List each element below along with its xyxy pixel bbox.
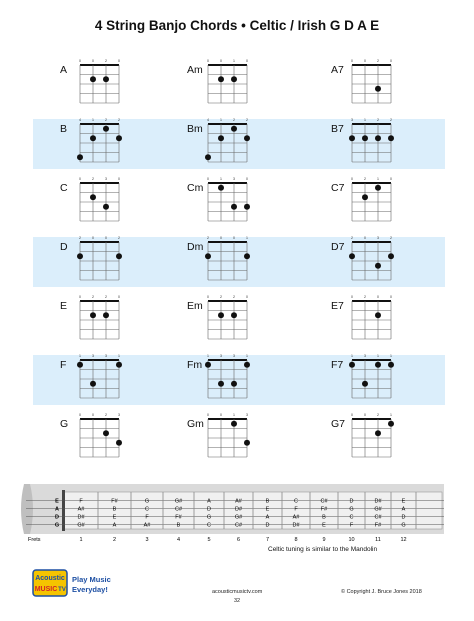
note-label: D <box>265 522 270 529</box>
finger-number: 2 <box>377 118 379 122</box>
finger-dot <box>388 135 394 141</box>
finger-dot <box>90 194 96 200</box>
logo-text: Acoustic <box>35 575 65 582</box>
finger-number: 2 <box>207 236 209 240</box>
fret-number: 2 <box>112 537 117 543</box>
finger-dot <box>116 135 122 141</box>
fret-number: 11 <box>375 537 381 543</box>
note-label: A# <box>235 498 242 505</box>
finger-number: 2 <box>364 295 366 299</box>
note-label: F <box>349 522 354 529</box>
headstock <box>21 484 33 534</box>
nut <box>80 64 119 66</box>
finger-dot <box>103 76 109 82</box>
finger-number: 0 <box>220 413 222 417</box>
note-label: F <box>79 498 83 505</box>
nut <box>352 123 391 125</box>
finger-dot <box>205 362 211 368</box>
finger-number: 2 <box>390 236 392 240</box>
finger-dot <box>375 86 381 92</box>
chord-diagram <box>204 293 254 341</box>
nut <box>80 182 119 184</box>
note-label: B <box>112 506 117 513</box>
finger-number: 2 <box>220 295 222 299</box>
chord-diagram <box>76 411 126 459</box>
finger-number: 0 <box>207 413 209 417</box>
finger-number: 2 <box>233 295 235 299</box>
finger-number: 1 <box>246 354 248 358</box>
note-label: G <box>206 514 212 521</box>
finger-dot <box>388 362 394 368</box>
finger-dot <box>362 135 368 141</box>
finger-dot <box>218 381 224 387</box>
finger-dot <box>375 312 381 318</box>
note-label: G <box>401 522 406 529</box>
chord-name: Gm <box>187 418 204 430</box>
chord-name: F <box>60 359 67 371</box>
finger-number: 1 <box>377 177 379 181</box>
finger-number: 1 <box>118 354 120 358</box>
chord-name: Bm <box>187 123 203 135</box>
finger-dot <box>375 362 381 368</box>
finger-number: 0 <box>79 59 81 63</box>
nut <box>208 241 247 243</box>
tagline: Play Music <box>72 575 111 584</box>
finger-number: 2 <box>92 295 94 299</box>
finger-number: 3 <box>233 177 235 181</box>
finger-number: 0 <box>220 59 222 63</box>
finger-number: 0 <box>207 59 209 63</box>
finger-number: 2 <box>377 413 379 417</box>
finger-number: 0 <box>364 413 366 417</box>
finger-number: 3 <box>220 354 222 358</box>
chord-diagram <box>348 234 398 282</box>
string-label: D <box>55 514 59 521</box>
nut <box>80 359 119 361</box>
note-label: G# <box>374 506 382 513</box>
note-label: E <box>265 506 270 513</box>
note-label: G# <box>234 514 243 521</box>
finger-number: 0 <box>92 236 94 240</box>
finger-dot <box>231 76 237 82</box>
chord-diagram <box>76 116 126 164</box>
finger-dot <box>90 135 96 141</box>
finger-number: 2 <box>79 236 81 240</box>
finger-dot <box>116 362 122 368</box>
note-label: G# <box>77 522 85 529</box>
chord-diagram <box>76 234 126 282</box>
nut <box>352 182 391 184</box>
finger-number: 2 <box>351 236 353 240</box>
finger-dot <box>116 440 122 446</box>
finger-number: 0 <box>79 177 81 181</box>
chord-name: E <box>60 300 68 312</box>
nut <box>352 359 391 361</box>
finger-number: 1 <box>390 354 392 358</box>
finger-number: 2 <box>118 236 120 240</box>
finger-number: 3 <box>233 354 235 358</box>
page-number: 32 <box>234 598 241 604</box>
finger-number: 0 <box>233 236 235 240</box>
chord-name: D <box>60 241 68 253</box>
finger-number: 0 <box>351 177 353 181</box>
finger-dot <box>231 126 237 132</box>
finger-dot <box>231 381 237 387</box>
finger-dot <box>244 440 250 446</box>
finger-number: 1 <box>351 354 353 358</box>
chord-diagram <box>348 57 398 105</box>
note-label: D <box>401 514 406 521</box>
nut <box>208 418 247 420</box>
finger-number: 1 <box>246 236 248 240</box>
finger-dot <box>231 312 237 318</box>
string-label: A <box>55 506 59 513</box>
finger-number: 2 <box>233 118 235 122</box>
note-label: F# <box>320 506 328 513</box>
note-label: B <box>176 522 181 529</box>
finger-number: 1 <box>377 354 379 358</box>
nut <box>80 241 119 243</box>
finger-number: 1 <box>207 354 209 358</box>
finger-number: 2 <box>105 295 107 299</box>
chord-diagram <box>204 352 254 400</box>
fret-number: 5 <box>207 537 211 543</box>
tagline: Everyday! <box>72 585 108 594</box>
finger-dot <box>218 76 224 82</box>
logo-text: MUSIC <box>34 586 58 593</box>
finger-number: 0 <box>92 413 94 417</box>
finger-number: 1 <box>390 413 392 417</box>
note-label: F <box>294 506 298 513</box>
nut <box>208 123 247 125</box>
finger-number: 3 <box>351 118 353 122</box>
finger-number: 0 <box>351 413 353 417</box>
finger-number: 2 <box>92 177 94 181</box>
note-label: E <box>401 498 406 505</box>
finger-number: 3 <box>364 354 366 358</box>
chord-diagram <box>204 411 254 459</box>
note-label: D# <box>292 522 300 529</box>
note-label: B <box>265 498 270 505</box>
fret-number: 10 <box>348 537 355 543</box>
note-label: F <box>145 514 149 521</box>
finger-number: 3 <box>105 177 107 181</box>
finger-number: 0 <box>364 236 366 240</box>
note-label: C# <box>374 514 382 521</box>
finger-number: 0 <box>118 295 120 299</box>
nut <box>208 182 247 184</box>
website: acousticmusictv.com <box>212 589 263 595</box>
note-label: G <box>349 506 354 513</box>
finger-dot <box>231 421 237 427</box>
chord-name: Fm <box>187 359 203 371</box>
note-label: C# <box>174 506 183 513</box>
nut <box>80 123 119 125</box>
fret-number: 1 <box>79 537 83 543</box>
finger-number: 1 <box>233 413 235 417</box>
finger-dot <box>244 362 250 368</box>
nut <box>352 64 391 66</box>
finger-number: 3 <box>246 413 248 417</box>
finger-dot <box>205 154 211 160</box>
finger-number: 0 <box>351 59 353 63</box>
finger-number: 0 <box>118 59 120 63</box>
finger-dot <box>77 362 83 368</box>
note-label: C# <box>234 522 243 529</box>
chord-name: G7 <box>331 418 346 430</box>
finger-dot <box>90 381 96 387</box>
note-label: C# <box>320 498 328 505</box>
finger-dot <box>103 312 109 318</box>
finger-number: 0 <box>364 59 366 63</box>
finger-number: 0 <box>246 177 248 181</box>
fret-number: 6 <box>236 537 241 543</box>
note-label: C <box>349 514 354 521</box>
chord-name: B7 <box>331 123 344 135</box>
note-label: A <box>112 522 117 529</box>
finger-number: 0 <box>118 177 120 181</box>
copyright: © Copyright J. Bruce Jones 2018 <box>341 589 422 595</box>
note-label: D# <box>234 506 243 513</box>
finger-dot <box>231 204 237 210</box>
finger-dot <box>362 381 368 387</box>
chord-diagram <box>76 293 126 341</box>
string-label: G <box>54 522 60 529</box>
finger-number: 0 <box>390 295 392 299</box>
note-label: D <box>349 498 354 505</box>
note-label: F# <box>175 514 182 521</box>
chord-diagram <box>348 352 398 400</box>
fret-number: 8 <box>294 537 298 543</box>
finger-number: 3 <box>92 354 94 358</box>
logo-text: TV <box>58 587 66 593</box>
nut <box>352 418 391 420</box>
chord-diagram <box>76 57 126 105</box>
string-label: E <box>55 498 59 505</box>
chord-diagram <box>348 293 398 341</box>
chord-name: Cm <box>187 182 204 194</box>
note-label: E <box>112 514 117 521</box>
note-label: C <box>207 522 211 529</box>
finger-number: 1 <box>79 354 81 358</box>
finger-number: 2 <box>105 59 107 63</box>
finger-number: 2 <box>105 118 107 122</box>
finger-number: 0 <box>207 177 209 181</box>
chord-diagram <box>348 116 398 164</box>
finger-dot <box>103 126 109 132</box>
fret-number: 4 <box>176 537 181 543</box>
finger-number: 1 <box>220 177 222 181</box>
tuning-note: Celtic tuning is similar to the Mandolin <box>268 546 378 553</box>
finger-number: 3 <box>105 354 107 358</box>
finger-number: 3 <box>118 413 120 417</box>
nut <box>208 64 247 66</box>
note-label: G# <box>174 498 183 505</box>
finger-number: 1 <box>364 118 366 122</box>
finger-number: 0 <box>207 295 209 299</box>
finger-number: 3 <box>377 236 379 240</box>
finger-number: 0 <box>377 295 379 299</box>
finger-number: 0 <box>390 59 392 63</box>
chord-diagram <box>204 57 254 105</box>
fret-number: 9 <box>322 537 326 543</box>
finger-number: 0 <box>79 413 81 417</box>
chord-name: Dm <box>187 241 204 253</box>
note-label: D# <box>374 498 382 505</box>
note-label: A# <box>143 522 151 529</box>
finger-number: 0 <box>79 295 81 299</box>
finger-dot <box>349 135 355 141</box>
finger-dot <box>77 154 83 160</box>
finger-number: 1 <box>220 118 222 122</box>
finger-dot <box>349 362 355 368</box>
note-label: C <box>294 498 298 505</box>
finger-number: 0 <box>220 236 222 240</box>
chord-name: Am <box>187 64 203 76</box>
finger-number: 4 <box>207 118 209 122</box>
chord-name: C7 <box>331 182 345 194</box>
finger-number: 2 <box>377 59 379 63</box>
finger-number: 0 <box>351 295 353 299</box>
note-label: B <box>322 514 326 521</box>
finger-dot <box>388 253 394 259</box>
finger-dot <box>218 135 224 141</box>
fret-number: 12 <box>400 537 407 543</box>
chord-name: B <box>60 123 68 135</box>
chord-name: E7 <box>331 300 344 312</box>
finger-dot <box>90 76 96 82</box>
fretboard-diagram <box>0 476 474 546</box>
note-label: D <box>207 506 211 513</box>
finger-number: 2 <box>105 413 107 417</box>
finger-dot <box>362 194 368 200</box>
nut <box>208 300 247 302</box>
logo <box>32 566 116 606</box>
chord-diagram <box>76 175 126 223</box>
finger-number: 0 <box>246 295 248 299</box>
chord-name: F7 <box>331 359 344 371</box>
note-label: A <box>401 506 406 513</box>
chord-name: C <box>60 182 68 194</box>
finger-number: 2 <box>246 118 248 122</box>
chord-diagram <box>348 175 398 223</box>
frets-label: Frets <box>28 537 41 543</box>
chord-diagram <box>204 116 254 164</box>
note-label: E <box>322 522 326 529</box>
finger-dot <box>388 421 394 427</box>
nut <box>62 490 65 531</box>
finger-dot <box>244 204 250 210</box>
finger-number: 0 <box>390 177 392 181</box>
nut <box>352 300 391 302</box>
page-title: 4 String Banjo Chords • Celtic / Irish G D A E <box>94 18 380 33</box>
finger-dot <box>103 430 109 436</box>
nut <box>208 359 247 361</box>
finger-number: 2 <box>364 177 366 181</box>
nut <box>352 241 391 243</box>
finger-dot <box>218 312 224 318</box>
finger-dot <box>375 430 381 436</box>
finger-dot <box>244 135 250 141</box>
chord-diagram <box>204 234 254 282</box>
finger-number: 1 <box>233 59 235 63</box>
finger-number: 2 <box>390 118 392 122</box>
note-label: G <box>144 498 150 505</box>
note-label: A# <box>77 506 85 513</box>
chord-name: D7 <box>331 241 345 253</box>
finger-dot <box>116 253 122 259</box>
chord-name: A7 <box>331 64 344 76</box>
finger-dot <box>349 253 355 259</box>
finger-dot <box>77 253 83 259</box>
chord-diagram <box>204 175 254 223</box>
finger-dot <box>205 253 211 259</box>
finger-number: 0 <box>246 59 248 63</box>
nut <box>80 418 119 420</box>
finger-dot <box>375 135 381 141</box>
finger-dot <box>218 185 224 191</box>
chord-diagram <box>76 352 126 400</box>
chord-diagram <box>348 411 398 459</box>
note-label: D# <box>77 514 85 521</box>
finger-number: 4 <box>79 118 81 122</box>
finger-dot <box>90 312 96 318</box>
note-label: A <box>265 514 270 521</box>
finger-number: 0 <box>92 59 94 63</box>
finger-dot <box>244 253 250 259</box>
note-label: A <box>207 498 211 505</box>
chord-name: A <box>60 64 68 76</box>
finger-dot <box>375 185 381 191</box>
fret-number: 3 <box>145 537 149 543</box>
chord-name: Em <box>187 300 203 312</box>
fret-number: 7 <box>265 537 270 543</box>
finger-dot <box>375 263 381 269</box>
finger-dot <box>103 204 109 210</box>
nut <box>80 300 119 302</box>
note-label: C <box>145 506 149 513</box>
finger-number: 0 <box>105 236 107 240</box>
note-label: F# <box>374 522 382 529</box>
chord-name: G <box>60 418 69 430</box>
finger-number: 2 <box>118 118 120 122</box>
note-label: A# <box>292 514 300 521</box>
note-label: F# <box>111 498 118 505</box>
finger-number: 1 <box>92 118 94 122</box>
